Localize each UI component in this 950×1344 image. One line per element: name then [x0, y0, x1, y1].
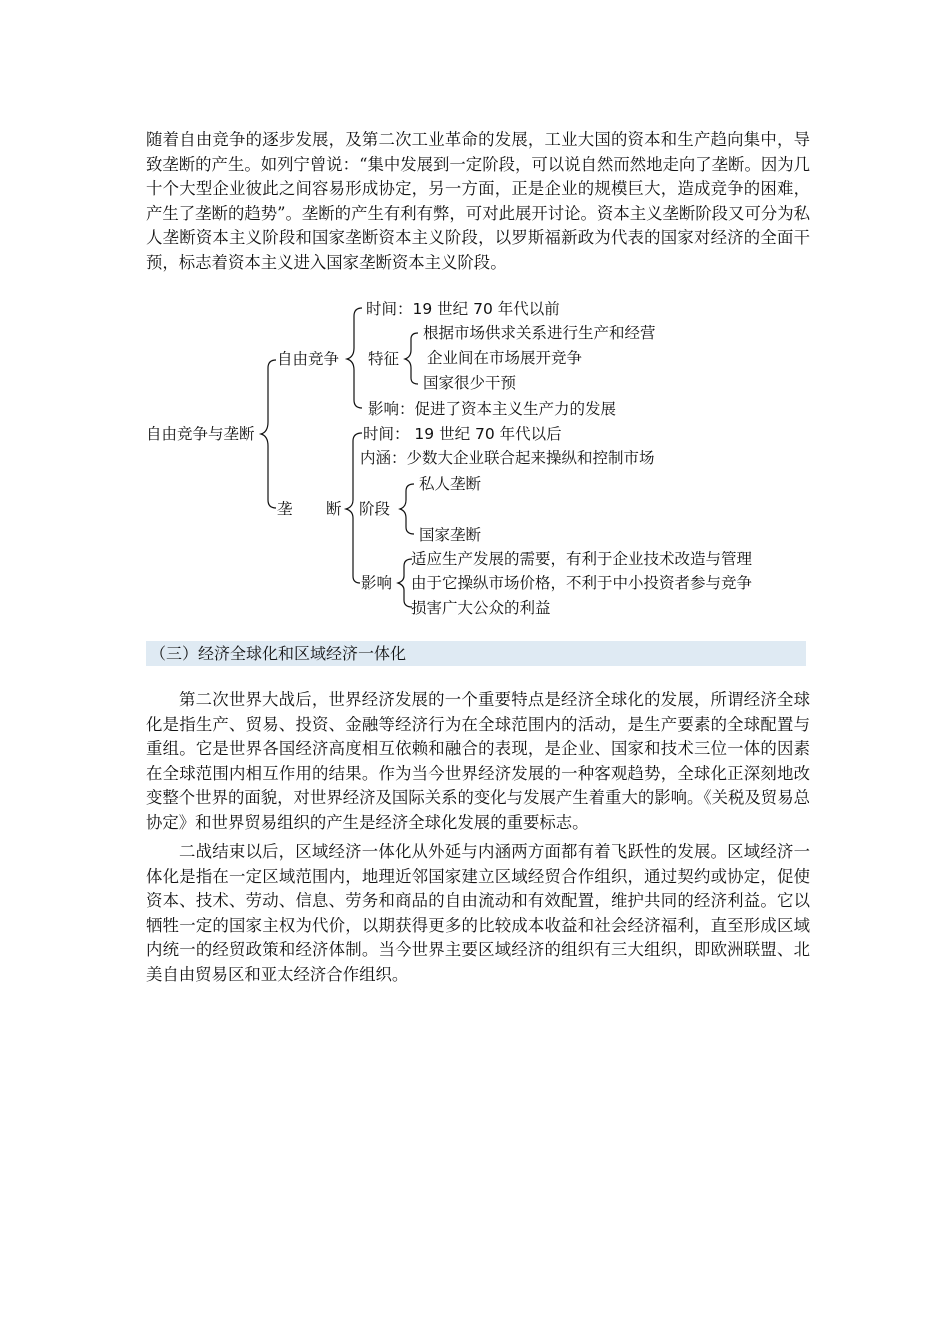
monopoly-time: 时间： 19 世纪 70 年代以后 [363, 425, 562, 443]
diagram-root: 自由竞争与垄断 [146, 425, 255, 443]
free-impact: 影响：促进了资本主义生产力的发展 [368, 400, 617, 418]
impact-item: 由于它操纵市场价格，不利于中小投资者参与竞争 [411, 574, 753, 592]
globalization-paragraph: 第二次世界大战后，世界经济发展的一个重要特点是经济全球化的发展，所谓经济全球化是指生产、贸易、投资、金融等经济行为在全球范围内的活动，是生产要素的全球配置与重组。它是世界各国经济高度相互依赖和融合的表现，是企业、国家和技术三位一体的因素在全球范围内相互作用的结果。作为当今世界经济发展的一种客观趋势，全球化正深刻地改变整个世界的面貌，对世界经济及国际关系的变化与发展产生着重大的影响。《关税及贸易总协定》和世界贸易组织的产生是经济全球化发展的重要标志。 [146, 690, 810, 832]
monopoly-impact-label: 影响 [361, 574, 393, 592]
impact-item: 适应生产发展的需要，有利于企业技术改造与管理 [411, 550, 753, 568]
section-heading-bar [146, 641, 806, 666]
stage-brace [400, 484, 414, 534]
monopoly-content: 内涵：少数大企业联合起来操纵和控制市场 [360, 449, 655, 467]
root-brace [261, 360, 276, 508]
feature-item: 根据市场供求关系进行生产和经营 [423, 324, 656, 342]
free-competition-label: 自由竞争 [277, 350, 340, 368]
section-title: （三）经济全球化和区域经济一体化 [150, 644, 407, 663]
free-time: 时间：19 世纪 70 年代以前 [366, 300, 560, 318]
free-brace [347, 308, 362, 408]
intro-paragraph: 随着自由竞争的逐步发展，及第二次工业革命的发展，工业大国的资本和生产趋向集中，导致垄断的产生。如列宁曾说：“集中发展到一定阶段，可以说自然而然地走向了垄断。因为几十个大型企业彼此之间容易形成协定，另一方面，正是企业的规模巨大，造成竞争的困难，产生了垄断的趋势”。垄断的产生有利有弊，可对此展开讨论。资本主义垄断阶段又可分为私人垄断资本主义阶段和国家垄断资本主义阶段，以罗斯福新政为代表的国家对经济的全面干预，标志着资本主义进入国家垄断资本主义阶段。 [146, 130, 811, 272]
impact-brace [398, 559, 412, 607]
stage-item: 私人垄断 [419, 475, 482, 493]
monopoly-label-a: 垄 [277, 500, 293, 518]
stage-item: 国家垄断 [419, 526, 482, 544]
feature-label: 特征 [368, 350, 400, 368]
feature-item: 企业间在市场展开竞争 [427, 349, 583, 367]
stage-label: 阶段 [359, 500, 391, 518]
feature-item: 国家很少干预 [423, 374, 517, 392]
monopoly-label-b: 断 [326, 500, 342, 518]
impact-item: 损害广大公众的利益 [411, 599, 551, 617]
concept-diagram [0, 0, 950, 640]
feature-brace [405, 333, 418, 384]
regional-integration-paragraph: 二战结束以后，区域经济一体化从外延与内涵两方面都有着飞跃性的发展。区域经济一体化是指在一定区域范围内，地理近邻国家建立区域经贸合作组织，通过契约或协定，促使资本、技术、劳动、信息、劳务和商品的自由流动和有效配置，维护共同的经济利益。它以牺牲一定的国家主权为代价，以期获得更多的比较成本收益和社会经济福利，直至形成区域内统一的经贸政策和经济体制。当今世界主要区域经济的组织有三大组织，即欧洲联盟、北美自由贸易区和亚太经济合作组织。 [146, 842, 810, 984]
